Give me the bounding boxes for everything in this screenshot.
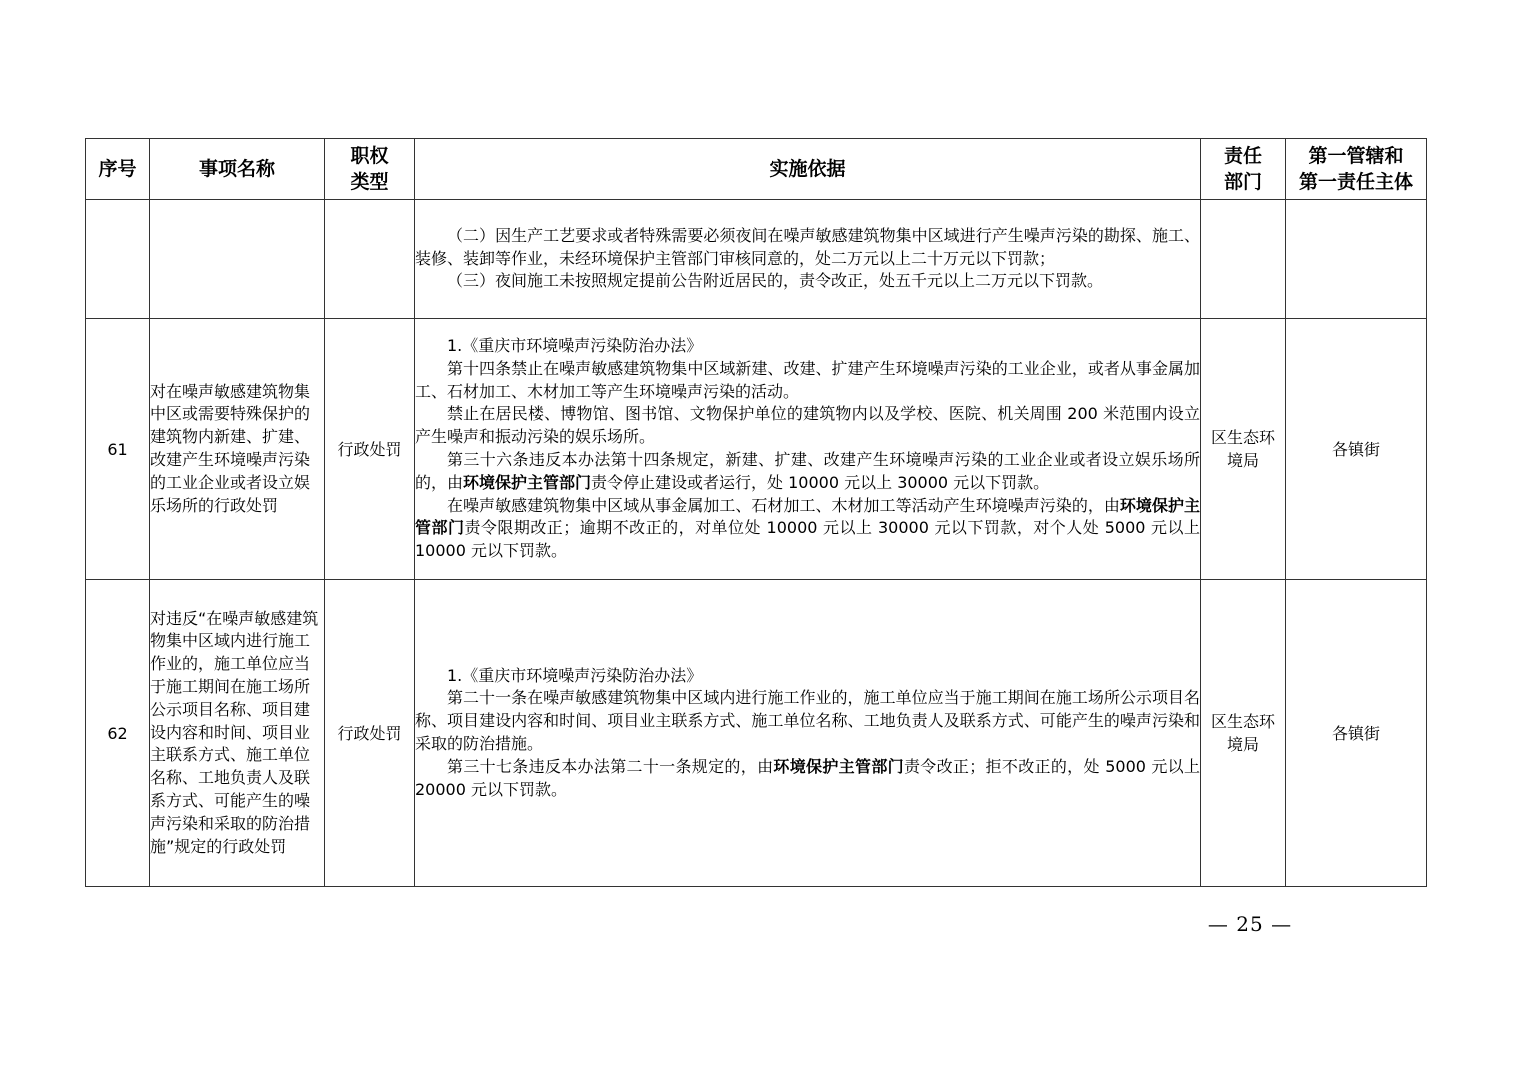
first-responsible: 各镇街 xyxy=(1286,319,1427,580)
cell-num xyxy=(86,200,150,319)
page-number: — 25 — xyxy=(1207,912,1293,936)
responsible-dept: 区生态环 境局 xyxy=(1201,580,1286,887)
first-responsible: 各镇街 xyxy=(1286,580,1427,887)
row-number: 62 xyxy=(86,580,150,887)
header-basis: 实施依据 xyxy=(415,139,1201,200)
table-row-61 xyxy=(86,319,1427,580)
responsible-dept: 区生态环 境局 xyxy=(1201,319,1286,580)
power-type: 行政处罚 xyxy=(325,580,415,887)
header-dept: 责任 部门 xyxy=(1201,139,1286,200)
enforcement-table xyxy=(85,138,1427,887)
table-row-62 xyxy=(86,580,1427,887)
header-num: 序号 xyxy=(86,139,150,200)
cell-name xyxy=(150,200,325,319)
cell-first xyxy=(1286,200,1427,319)
power-type: 行政处罚 xyxy=(325,319,415,580)
header-name: 事项名称 xyxy=(150,139,325,200)
cell-basis: （二）因生产工艺要求或者特殊需要必须夜间在噪声敏感建筑物集中区域进行产生噪声污染的勘探、施工、装修、装卸等作业，未经环境保护主管部门审核同意的，处二万元以上二十万元以下罚款； （三）夜间施工未按照规定提前公告附近居民的，责令改正，处五千元以上二万元以下罚款。 xyxy=(415,200,1201,319)
item-name: 对违反“在噪声敏感建筑物集中区域内进行施工作业的，施工单位应当于施工期间在施工场所公示项目名称、项目建设内容和时间、项目业主联系方式、施工单位名称、工地负责人及联系方式、可能产生的噪声污染和采取的防治措施”规定的行政处罚 xyxy=(150,580,325,887)
legal-basis: 1.《重庆市环境噪声污染防治办法》 第二十一条在噪声敏感建筑物集中区域内进行施工作业的，施工单位应当于施工期间在施工场所公示项目名称、项目建设内容和时间、项目业主联系方式、施工单位名称、工地负责人及联系方式、可能产生的噪声污染和采取的防治措施。 第三十七条违反本办法第二十一条规定的，由环境保护主管部门责令改正；拒不改正的，处 5000 元以上 20000 元以下罚款。 xyxy=(415,580,1201,887)
cell-dept xyxy=(1201,200,1286,319)
item-name: 对在噪声敏感建筑物集中区或需要特殊保护的建筑物内新建、扩建、改建产生环境噪声污染的工业企业或者设立娱乐场所的行政处罚 xyxy=(150,319,325,580)
header-type: 职权 类型 xyxy=(325,139,415,200)
cell-type xyxy=(325,200,415,319)
header-first: 第一管辖和 第一责任主体 xyxy=(1286,139,1427,200)
table-row-continuation xyxy=(86,200,1427,319)
row-number: 61 xyxy=(86,319,150,580)
legal-basis: 1.《重庆市环境噪声污染防治办法》 第十四条禁止在噪声敏感建筑物集中区域新建、改建、扩建产生环境噪声污染的工业企业，或者从事金属加工、石材加工、木材加工等产生环境噪声污染的活动。 禁止在居民楼、博物馆、图书馆、文物保护单位的建筑物内以及学校、医院、机关周围 200 米范围内设立产生噪声和振动污染的娱乐场所。 第三十六条违反本办法第十四条规定，新建、扩建、改建产生环境噪声污染的工业企业或者设立娱乐场所的，由环境保护主管部门责令停止建设或者运行，处 10000 元以上 30000 元以下罚款。 在噪声敏感建筑物集中区域从事金属加工、石材加工、木材加工等活动产生环境噪声污染的，由环境保护主管部门责令限期改正；逾期不改正的，对单位处 10000 元以上 30000 元以下罚款，对个人处 5000 元以上 10000 元以下罚款。 xyxy=(415,319,1201,580)
header-row xyxy=(86,139,1427,200)
